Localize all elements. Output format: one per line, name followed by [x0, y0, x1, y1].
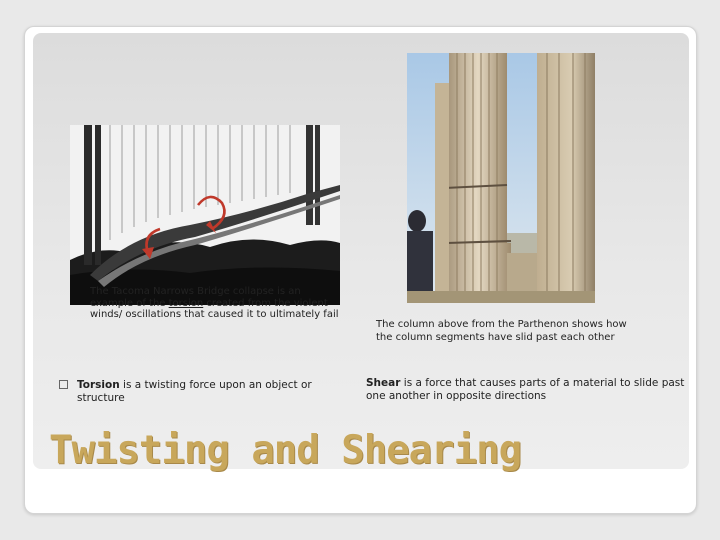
column-caption: The column above from the Parthenon shows how the column segments have slid past each other	[376, 319, 627, 343]
torsion-text: is a twisting force upon an object or structure	[77, 379, 312, 404]
bridge-caption	[90, 286, 340, 321]
torsion-term: Torsion	[77, 379, 120, 391]
parthenon-column-photo	[407, 53, 595, 303]
bridge-caption-text: The Tacoma Narrows Bridge collapse is an example of the	[90, 286, 301, 309]
bridge-caption-text-end: created from the violent winds/ oscillations that caused it to ultimately fail	[90, 297, 339, 320]
bullet-icon	[59, 380, 68, 389]
shear-text: is a force that causes parts of a material to slide past one another in opposite directions	[366, 377, 685, 402]
shear-definition	[366, 377, 686, 403]
bridge-caption-torsion-word: torsion	[168, 297, 204, 309]
shear-term: Shear	[366, 377, 401, 389]
bridge-photo	[70, 125, 340, 305]
torsion-definition	[77, 379, 337, 405]
slide-title: Twisting and Shearing	[49, 428, 522, 473]
